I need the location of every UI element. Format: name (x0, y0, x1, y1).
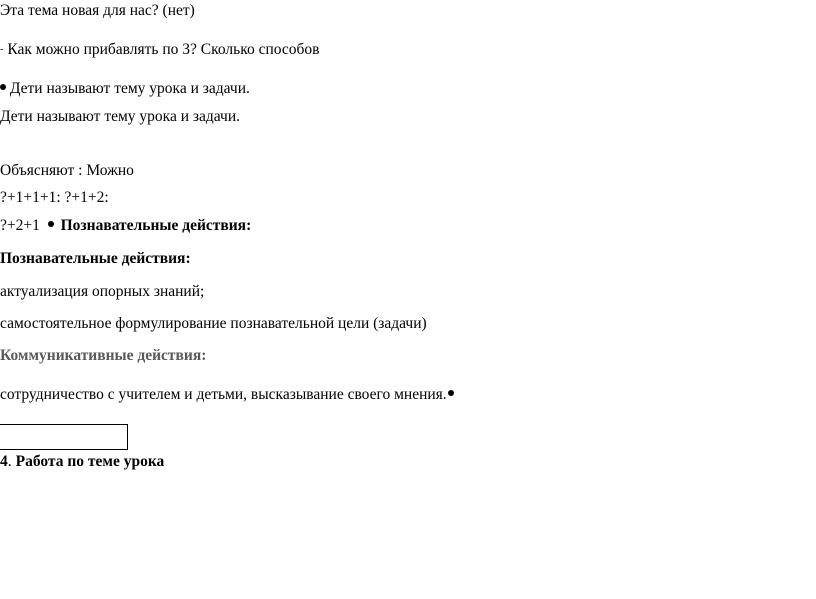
doc-heading-work-on-topic (0, 454, 164, 470)
doc-line-knowledge-update (0, 284, 204, 300)
doc-text: Объясняют : Можно (0, 162, 134, 179)
dash-prefix: - (0, 44, 4, 56)
doc-text: Как можно прибавлять по 3? Сколько способов (7, 41, 320, 58)
doc-line-formula-1 (0, 190, 109, 206)
doc-line-goal-formulation (0, 316, 427, 332)
doc-text: Познавательные действия: (0, 250, 191, 267)
heading-text: Работа по теме урока (15, 453, 165, 470)
doc-text: самостоятельное формулирование познавательной цели (задачи) (0, 315, 427, 332)
doc-text: актуализация опорных знаний; (0, 283, 205, 300)
doc-text: Эта тема новая для нас? (нет) (0, 2, 195, 19)
doc-line-cooperation (0, 387, 454, 403)
doc-line-children-name-topic (0, 109, 240, 125)
doc-text: Дети называют тему урока и задачи. (9, 80, 250, 97)
bullet-dot-icon (448, 390, 454, 396)
doc-text: сотрудничество с учителем и детьми, высказывание своего мнения. (0, 386, 447, 403)
doc-text: ?+2+1 (0, 217, 40, 234)
doc-line-explain (0, 163, 134, 179)
doc-text: ?+1+1+1: ?+1+2: (0, 189, 109, 206)
doc-heading-cognitive-actions (0, 251, 191, 267)
bullet-dot-icon (48, 221, 54, 227)
doc-line-topic-question (0, 3, 195, 19)
doc-heading-communicative-actions (0, 348, 206, 364)
doc-line-formula-2 (0, 218, 251, 234)
bullet-dot-icon (0, 84, 6, 90)
doc-bold-text: Познавательные действия: (60, 217, 252, 234)
doc-line-children-name-topic-bullet (0, 81, 250, 97)
doc-line-add-by-three (0, 42, 320, 58)
heading-separator: . (7, 453, 12, 470)
empty-text-box (0, 424, 128, 450)
doc-text: Дети называют тему урока и задачи. (0, 108, 240, 125)
heading-number: 4 (0, 453, 8, 470)
doc-text: Коммуникативные действия: (0, 347, 207, 364)
